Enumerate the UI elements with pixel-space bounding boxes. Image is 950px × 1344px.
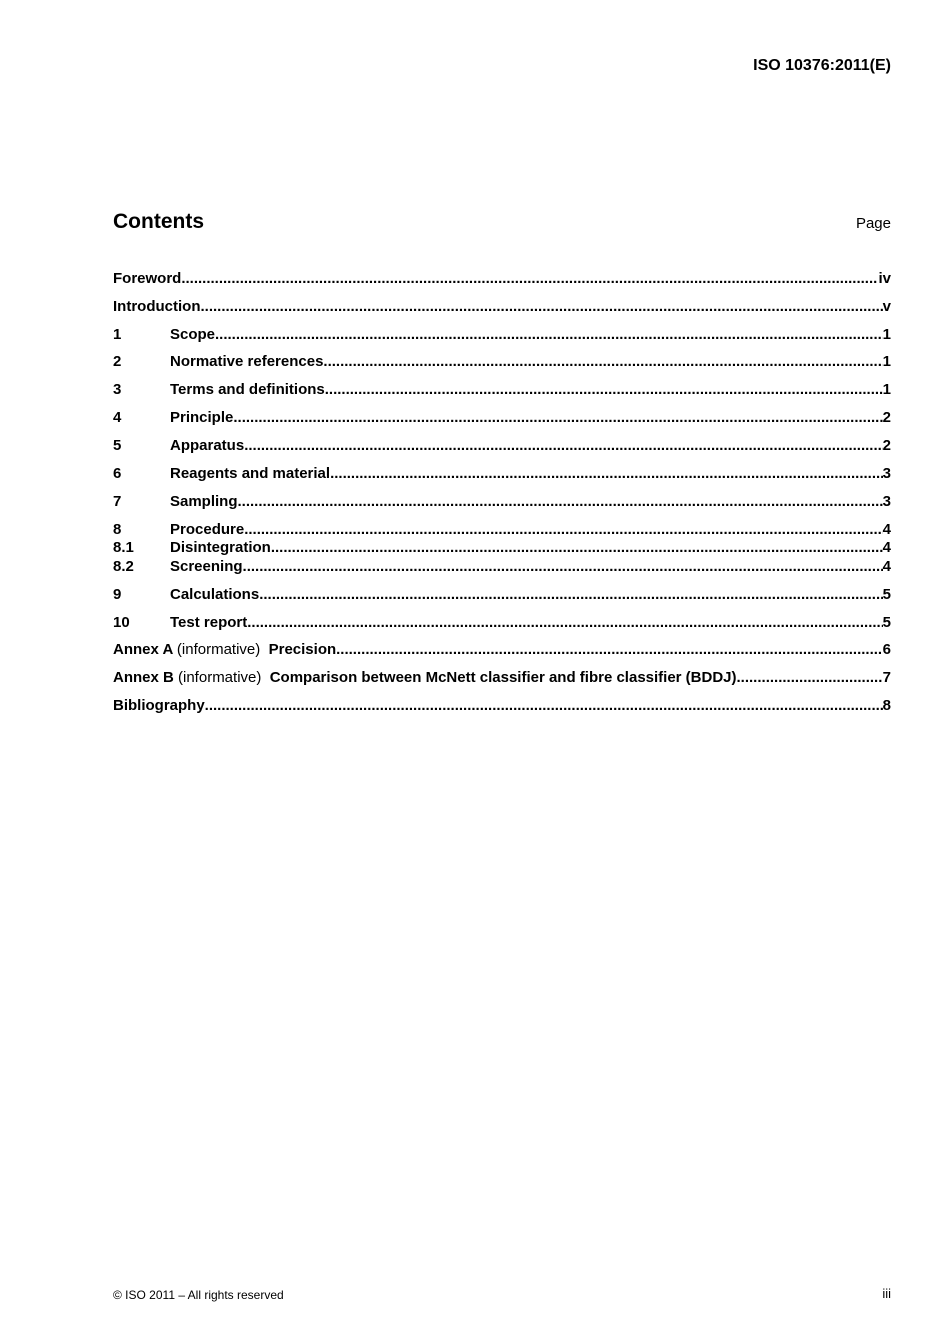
toc-entry-number: 6 — [113, 465, 122, 482]
toc-entry-text: Precision — [268, 641, 337, 658]
toc-entry-page: 1 — [882, 326, 891, 343]
toc-entry-title — [170, 408, 233, 427]
annex-qualifier: (informative) — [176, 641, 261, 658]
annex-label: Annex B — [113, 669, 174, 686]
toc-entry-title — [170, 352, 323, 371]
toc-entry[interactable] — [113, 352, 891, 371]
toc-entry[interactable] — [113, 668, 891, 687]
toc-entry-page: 2 — [882, 409, 891, 426]
dot-leader — [330, 464, 883, 483]
toc-entry-page: 4 — [882, 521, 891, 538]
toc-entry-title — [170, 585, 259, 604]
toc-entry[interactable] — [113, 380, 891, 399]
dot-leader — [181, 269, 878, 288]
toc-entry-title — [113, 269, 181, 288]
toc-entry-title — [170, 464, 330, 483]
toc-entry-page: 8 — [882, 697, 891, 714]
toc-entry-text: Scope — [170, 326, 216, 343]
toc-entry-title — [113, 696, 205, 715]
toc-entry-page: v — [882, 298, 891, 315]
toc-entry[interactable] — [113, 492, 891, 511]
toc-entry-title — [170, 380, 325, 399]
dot-leader — [336, 640, 883, 659]
table-of-contents — [113, 0, 891, 1344]
toc-entry-title — [170, 520, 244, 539]
dot-leader — [200, 297, 882, 316]
toc-entry-title — [113, 297, 200, 316]
toc-entry-number: 9 — [113, 586, 122, 603]
toc-entry-text: Normative references — [170, 353, 324, 370]
toc-entry-text: Bibliography — [113, 697, 205, 714]
toc-entry-number: 4 — [113, 409, 122, 426]
toc-entry-title — [170, 436, 244, 455]
toc-entry[interactable] — [113, 520, 891, 539]
toc-entry-page: 6 — [882, 641, 891, 658]
toc-entry-title — [170, 325, 215, 344]
page-column-label: Page — [855, 215, 891, 232]
toc-entry-page: 3 — [882, 465, 891, 482]
toc-entry-text: Sampling — [170, 493, 238, 510]
toc-entry-number: 5 — [113, 437, 122, 454]
toc-entry-page: 7 — [882, 669, 891, 686]
toc-entry[interactable] — [113, 436, 891, 455]
dot-leader — [247, 613, 882, 632]
toc-entry-text: Terms and definitions — [170, 381, 325, 398]
toc-entry-title — [170, 557, 243, 576]
toc-entry-number: 10 — [113, 614, 130, 631]
dot-leader — [271, 538, 883, 557]
toc-entry-number: 8 — [113, 521, 122, 538]
toc-entry-number: 2 — [113, 353, 122, 370]
dot-leader — [215, 325, 883, 344]
document-id: ISO 10376:2011(E) — [753, 57, 891, 74]
toc-entry-page: 5 — [882, 586, 891, 603]
toc-entry-number: 8.1 — [113, 539, 134, 556]
dot-leader — [243, 557, 883, 576]
dot-leader — [737, 668, 883, 687]
toc-entry-title — [113, 640, 336, 659]
dot-leader — [233, 408, 882, 427]
toc-entry-text: Procedure — [170, 521, 245, 538]
dot-leader — [244, 436, 882, 455]
toc-entry-page: 4 — [882, 539, 891, 556]
contents-title: Contents — [113, 210, 204, 233]
toc-entry[interactable] — [113, 464, 891, 483]
toc-entry-page: 3 — [882, 493, 891, 510]
dot-leader — [238, 492, 883, 511]
dot-leader — [259, 585, 882, 604]
toc-entry-number: 8.2 — [113, 558, 134, 575]
dot-leader — [244, 520, 882, 539]
annex-qualifier: (informative) — [178, 669, 262, 686]
toc-entry-title — [170, 538, 271, 557]
toc-entry-title — [170, 492, 238, 511]
toc-entry-number: 7 — [113, 493, 122, 510]
dot-leader — [323, 352, 882, 371]
dot-leader — [205, 696, 883, 715]
toc-entry-page: 5 — [882, 614, 891, 631]
toc-entry-text: Reagents and material — [170, 465, 331, 482]
toc-entry-text: Foreword — [113, 270, 182, 287]
toc-entry[interactable] — [113, 613, 891, 632]
toc-entry[interactable] — [113, 538, 891, 557]
copyright-notice: © ISO 2011 – All rights reserved — [113, 1288, 284, 1302]
toc-entry-title — [170, 613, 247, 632]
page-number: iii — [882, 1286, 891, 1301]
toc-entry-page: 4 — [882, 558, 891, 575]
toc-entry-page: 1 — [882, 353, 891, 370]
toc-entry[interactable] — [113, 269, 891, 288]
toc-entry[interactable] — [113, 696, 891, 715]
toc-entry-page: 2 — [882, 437, 891, 454]
toc-entry-number: 1 — [113, 326, 122, 343]
toc-entry-text: Comparison between McNett classifier and fibre classifier (BDDJ) — [269, 669, 737, 686]
toc-entry[interactable] — [113, 325, 891, 344]
toc-entry-number: 3 — [113, 381, 122, 398]
toc-entry-text: Screening — [170, 558, 243, 575]
toc-entry-page: 1 — [882, 381, 891, 398]
dot-leader — [325, 380, 883, 399]
toc-entry-text: Principle — [170, 409, 234, 426]
toc-entry-title — [113, 668, 737, 687]
toc-entry[interactable] — [113, 297, 891, 316]
toc-entry[interactable] — [113, 557, 891, 576]
toc-entry-text: Test report — [170, 614, 248, 631]
toc-entry-text: Disintegration — [170, 539, 271, 556]
toc-entry-page: iv — [878, 270, 891, 287]
toc-entry[interactable] — [113, 408, 891, 427]
toc-entry[interactable] — [113, 640, 891, 659]
toc-entry-text: Calculations — [170, 586, 260, 603]
toc-entry[interactable] — [113, 585, 891, 604]
toc-entry-text: Apparatus — [170, 437, 245, 454]
toc-entry-text: Introduction — [113, 298, 201, 315]
annex-label: Annex A — [113, 641, 173, 658]
